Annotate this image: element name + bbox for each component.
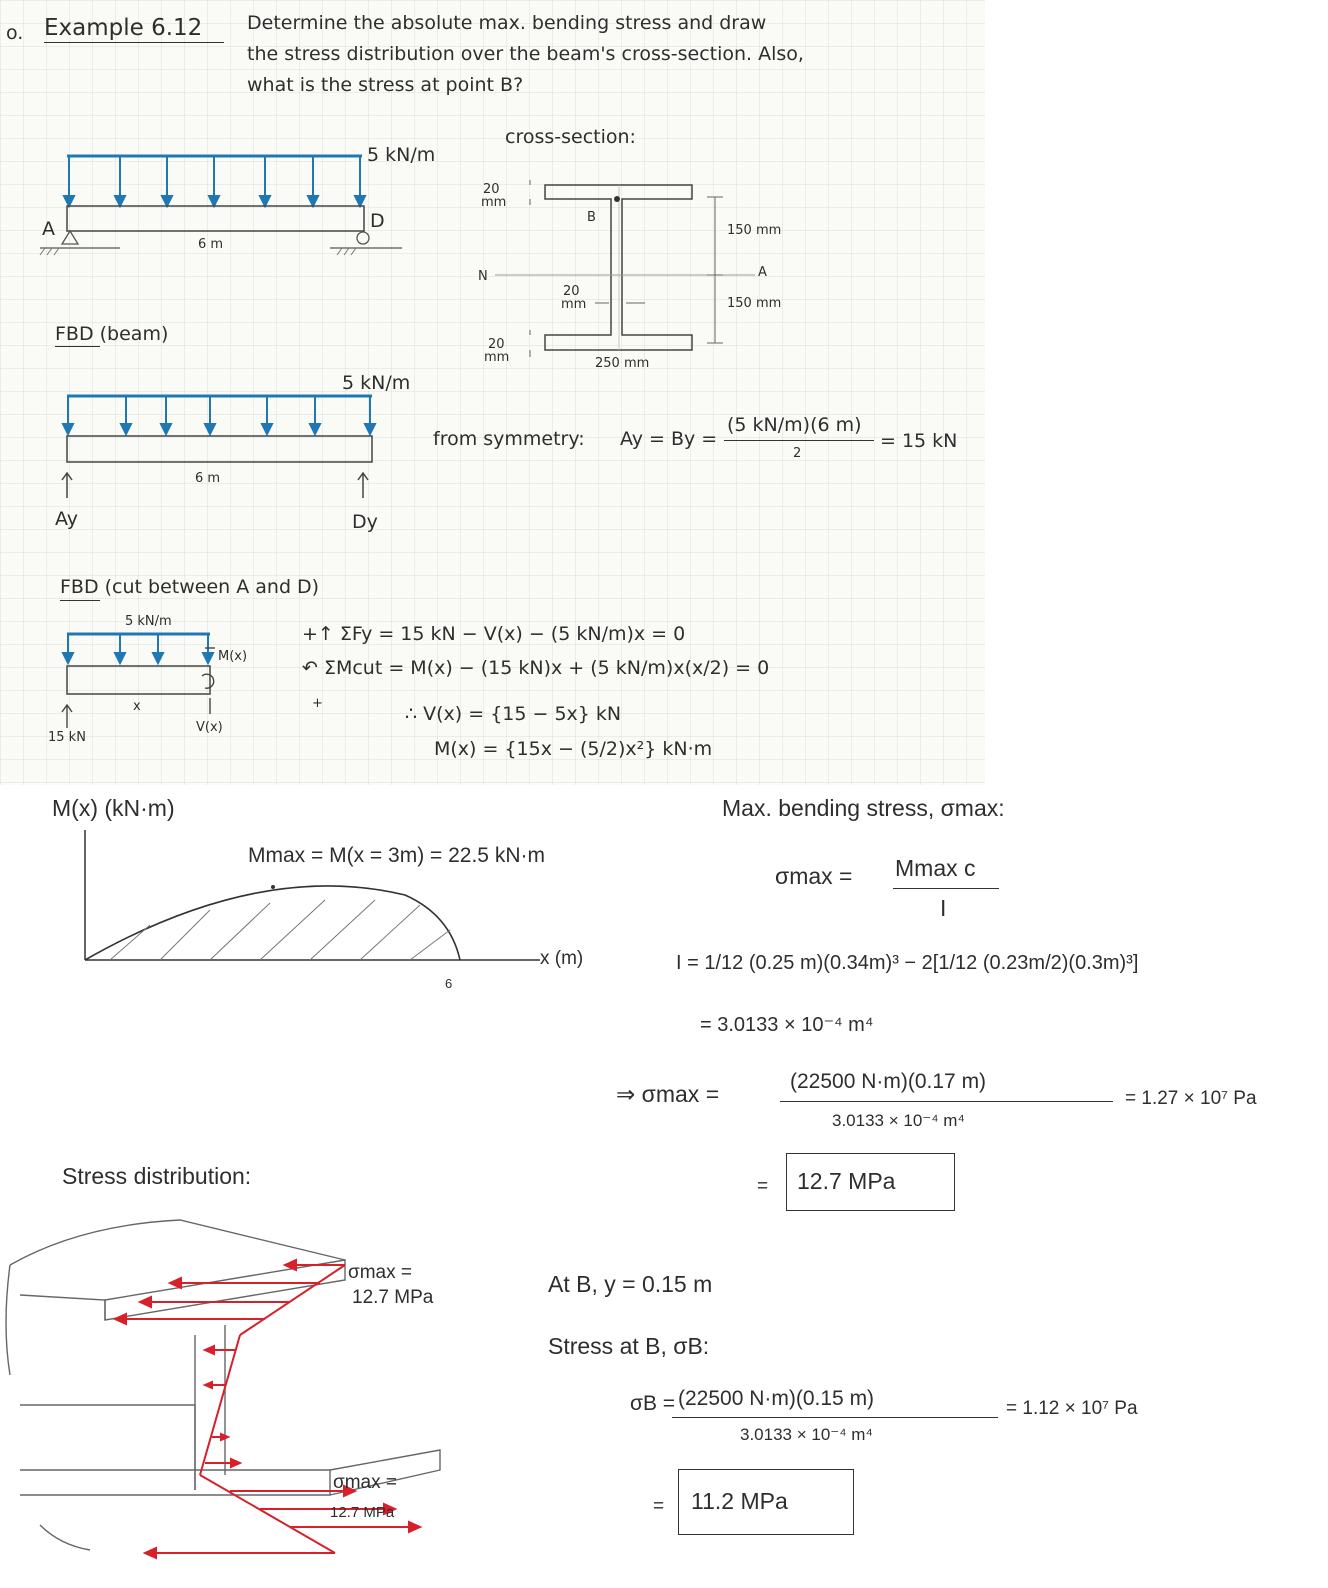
fbd-beam-label: FBD (beam) xyxy=(55,323,169,345)
sigma-b-answer: 11.2 MPa xyxy=(691,1488,788,1514)
sigma-max-lhs: ⇒ σmax = xyxy=(616,1081,720,1107)
stress-distribution-figure xyxy=(0,1205,520,1565)
symmetry-denominator: 2 xyxy=(793,446,802,461)
equation-sign: + xyxy=(312,696,323,711)
sigma-formula-num: Mmax c xyxy=(895,855,976,881)
max-stress-title: Max. bending stress, σmax: xyxy=(722,795,1005,821)
bottom-flange-unit: mm xyxy=(484,350,510,365)
sigma-max-num: (22500 N·m)(0.17 m) xyxy=(790,1070,987,1093)
moment-diagram xyxy=(60,825,620,1045)
top-sigma-value: 12.7 MPa xyxy=(352,1287,434,1308)
x-axis-label: x (m) xyxy=(540,948,584,969)
sigma-max-bar xyxy=(780,1101,1113,1102)
x-axis-tick-6: 6 xyxy=(445,976,453,991)
sigma-max-answer-box xyxy=(786,1153,955,1211)
sigma-formula-bar xyxy=(893,888,999,889)
sigma-formula-lhs: σmax = xyxy=(775,863,853,889)
title-underline xyxy=(44,42,224,43)
sigma-b-mpa-eq: = xyxy=(653,1496,665,1517)
stress-distribution-title: Stress distribution: xyxy=(62,1163,252,1189)
beam-span-label: 6 m xyxy=(198,237,224,252)
problem-line-1: Determine the absolute max. bending stress and draw xyxy=(247,12,767,34)
cross-section-title: cross-section: xyxy=(505,126,636,148)
cut-x-label: x xyxy=(133,699,141,714)
neutral-axis-n: N xyxy=(478,269,488,284)
fbd-beam-underline xyxy=(55,346,100,347)
bottom-flange-dim: 20 xyxy=(488,337,505,352)
fbd-beam-figure xyxy=(30,390,430,510)
symmetry-result: = 15 kN xyxy=(880,430,958,452)
sigma-mpa-eq: = xyxy=(757,1176,769,1197)
sigma-b-den: 3.0133 × 10⁻⁴ m⁴ xyxy=(740,1425,873,1444)
header-bullet: o. xyxy=(6,22,24,44)
grid-paper-top xyxy=(0,0,985,785)
equation-moment: M(x) = {15x − (5/2)x²} kN·m xyxy=(434,738,713,760)
neutral-axis-a: A xyxy=(758,265,767,280)
bottom-sigma-value: 12.7 MPa xyxy=(330,1504,395,1521)
fbd-cut-label: FBD (cut between A and D) xyxy=(60,576,320,598)
fbd-span-label: 6 m xyxy=(195,471,221,486)
symmetry-numerator: (5 kN/m)(6 m) xyxy=(727,414,862,436)
sigma-b-pa: = 1.12 × 10⁷ Pa xyxy=(1006,1398,1138,1419)
top-sigma-label: σmax = xyxy=(348,1262,412,1283)
equation-shear: ∴ V(x) = {15 − 5x} kN xyxy=(405,703,622,725)
lower-half-dim: 150 mm xyxy=(727,296,782,311)
equation-sum-m: ↶ ΣMcut = M(x) − (15 kN)x + (5 kN/m)x(x/2) = 0 xyxy=(302,657,770,679)
bottom-sigma-label: σmax = xyxy=(333,1472,397,1493)
upper-half-dim: 150 mm xyxy=(727,223,782,238)
web-unit: mm xyxy=(561,297,587,312)
sigma-b-answer-box xyxy=(678,1469,854,1535)
symmetry-lhs: Ay = By = xyxy=(620,428,718,450)
problem-line-2: the stress distribution over the beam's cross-section. Also, xyxy=(247,43,804,65)
reaction-dy: Dy xyxy=(352,511,378,533)
symmetry-fraction-bar xyxy=(724,440,874,441)
reaction-ay: Ay xyxy=(55,508,78,530)
support-d-label: D xyxy=(370,210,385,232)
web-dim: 20 xyxy=(563,284,580,299)
stress-at-b-title: Stress at B, σB: xyxy=(548,1333,710,1359)
sigma-max-pa: = 1.27 × 10⁷ Pa xyxy=(1125,1088,1257,1109)
cut-reaction-label: 15 kN xyxy=(48,730,86,745)
support-a-label: A xyxy=(42,218,55,240)
equation-sum-fy: +↑ ΣFy = 15 kN − V(x) − (5 kN/m)x = 0 xyxy=(302,623,686,645)
flange-width-dim: 250 mm xyxy=(595,356,650,371)
sigma-max-den: 3.0133 × 10⁻⁴ m⁴ xyxy=(832,1111,965,1130)
cut-shear-label: V(x) xyxy=(196,720,223,735)
sigma-b-num: (22500 N·m)(0.15 m) xyxy=(678,1387,875,1410)
plain-paper-bottom xyxy=(0,785,1328,1588)
moment-axis-label: M(x) (kN·m) xyxy=(52,795,175,821)
top-flange-dim: 20 xyxy=(483,182,500,197)
sigma-max-answer: 12.7 MPa xyxy=(797,1168,896,1194)
top-flange-unit: mm xyxy=(481,195,507,210)
inertia-value: = 3.0133 × 10⁻⁴ m⁴ xyxy=(700,1014,874,1036)
example-title: Example 6.12 xyxy=(44,15,203,41)
inertia-equation: I = 1/12 (0.25 m)(0.34m)³ − 2[1/12 (0.23m/2)(0.3m)³] xyxy=(676,952,1139,974)
point-b-label: B xyxy=(587,210,596,225)
problem-line-3: what is the stress at point B? xyxy=(247,74,524,96)
cross-section-figure xyxy=(495,175,815,375)
at-point-b: At B, y = 0.15 m xyxy=(548,1271,713,1297)
sigma-b-lhs: σB = xyxy=(630,1392,676,1415)
cut-moment-label: M(x) xyxy=(218,649,248,664)
cut-load-label: 5 kN/m xyxy=(125,614,172,629)
symmetry-text: from symmetry: xyxy=(433,428,585,450)
beam-load-label: 5 kN/m xyxy=(367,144,436,166)
sigma-b-bar xyxy=(672,1417,998,1418)
fbd-load-label: 5 kN/m xyxy=(342,372,411,394)
fbd-cut-underline xyxy=(60,600,100,601)
sigma-formula-den: I xyxy=(940,895,947,921)
mmax-label: Mmax = M(x = 3m) = 22.5 kN·m xyxy=(248,844,545,867)
